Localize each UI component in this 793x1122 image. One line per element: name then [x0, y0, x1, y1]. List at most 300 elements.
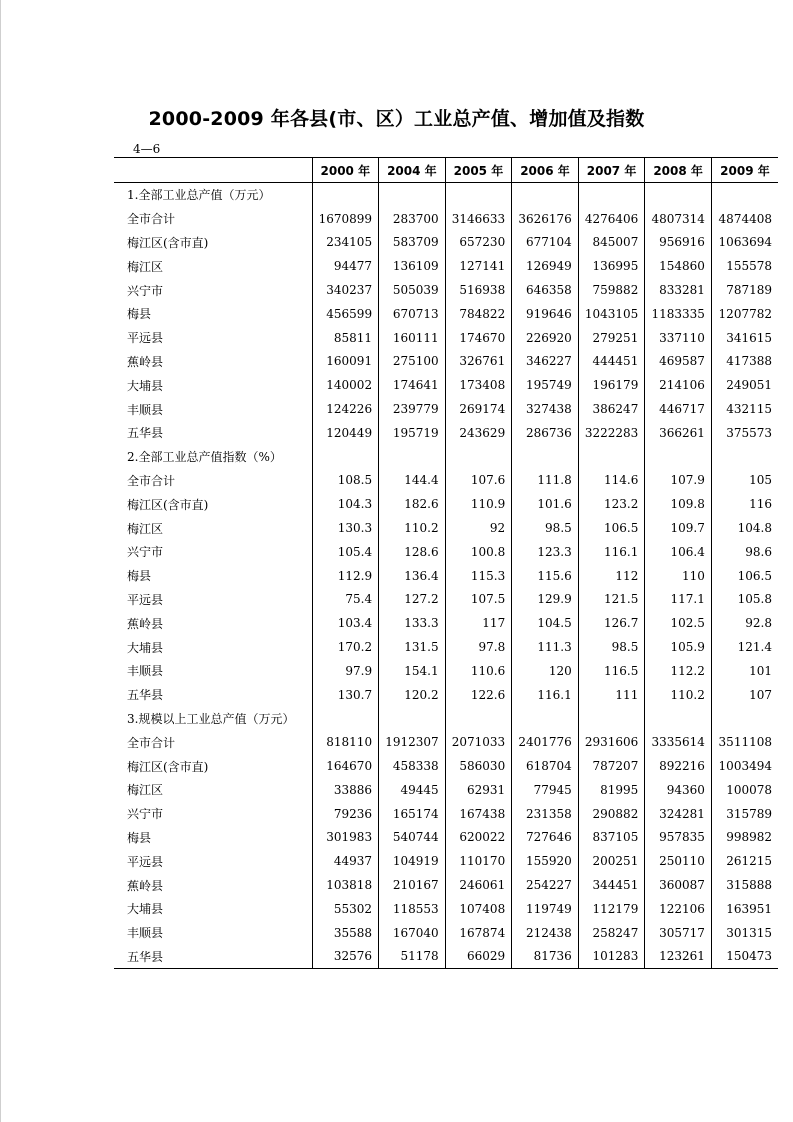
value-cell: 79236 — [312, 802, 379, 826]
value-cell: 340237 — [312, 278, 379, 302]
value-cell: 123.3 — [512, 540, 579, 564]
value-cell: 305717 — [645, 921, 712, 945]
value-cell: 112179 — [578, 897, 645, 921]
value-cell: 127141 — [445, 254, 512, 278]
table-row — [114, 659, 778, 683]
region-name: 梅江区(含市直) — [127, 497, 209, 512]
value-cell: 787207 — [578, 754, 645, 778]
value-cell: 957835 — [645, 826, 712, 850]
section-heading-row — [114, 707, 778, 731]
empty-cell — [312, 707, 379, 731]
value-cell: 119749 — [512, 897, 579, 921]
empty-cell — [445, 707, 512, 731]
value-cell: 122106 — [645, 897, 712, 921]
value-cell: 540744 — [379, 826, 446, 850]
value-cell: 246061 — [445, 873, 512, 897]
empty-cell — [578, 445, 645, 469]
value-cell: 657230 — [445, 231, 512, 255]
region-name: 梅江区(含市直) — [127, 235, 209, 250]
value-cell: 759882 — [578, 278, 645, 302]
value-cell: 117 — [445, 611, 512, 635]
region-name: 丰顺县 — [127, 664, 164, 679]
table-row — [114, 683, 778, 707]
value-cell: 456599 — [312, 302, 379, 326]
value-cell: 155920 — [512, 849, 579, 873]
value-cell: 200251 — [578, 849, 645, 873]
empty-cell — [578, 183, 645, 207]
value-cell: 116.1 — [512, 683, 579, 707]
value-cell: 586030 — [445, 754, 512, 778]
table-row — [114, 611, 778, 635]
value-cell: 126.7 — [578, 611, 645, 635]
value-cell: 62931 — [445, 778, 512, 802]
value-cell: 324281 — [645, 802, 712, 826]
table-row — [114, 849, 778, 873]
region-name: 全市合计 — [127, 212, 176, 227]
value-cell: 92.8 — [711, 611, 778, 635]
value-cell: 1183335 — [645, 302, 712, 326]
value-cell: 107.5 — [445, 588, 512, 612]
value-cell: 286736 — [512, 421, 579, 445]
value-cell: 818110 — [312, 730, 379, 754]
empty-cell — [512, 707, 579, 731]
value-cell: 1003494 — [711, 754, 778, 778]
value-cell: 2401776 — [512, 730, 579, 754]
value-cell: 133.3 — [379, 611, 446, 635]
year-header: 2005 年 — [445, 158, 512, 183]
empty-cell — [379, 183, 446, 207]
value-cell: 845007 — [578, 231, 645, 255]
value-cell: 327438 — [512, 397, 579, 421]
value-cell: 160091 — [312, 350, 379, 374]
value-cell: 136.4 — [379, 564, 446, 588]
table-row — [114, 397, 778, 421]
value-cell: 106.4 — [645, 540, 712, 564]
table-row — [114, 207, 778, 231]
empty-cell — [578, 707, 645, 731]
value-cell: 101.6 — [512, 492, 579, 516]
value-cell: 174641 — [379, 373, 446, 397]
value-cell: 646358 — [512, 278, 579, 302]
region-name: 大埔县 — [127, 902, 164, 917]
region-name: 梅县 — [127, 830, 152, 845]
value-cell: 516938 — [445, 278, 512, 302]
value-cell: 107408 — [445, 897, 512, 921]
value-cell: 116.1 — [578, 540, 645, 564]
value-cell: 154860 — [645, 254, 712, 278]
region-name: 五华县 — [127, 426, 164, 441]
value-cell: 111.3 — [512, 635, 579, 659]
value-cell: 446717 — [645, 397, 712, 421]
region-name: 梅江区 — [127, 259, 164, 274]
value-cell: 173408 — [445, 373, 512, 397]
value-cell: 110 — [645, 564, 712, 588]
value-cell: 107.9 — [645, 469, 712, 493]
year-header-row — [114, 158, 778, 183]
value-cell: 115.3 — [445, 564, 512, 588]
value-cell: 120 — [512, 659, 579, 683]
value-cell: 366261 — [645, 421, 712, 445]
value-cell: 94360 — [645, 778, 712, 802]
empty-cell — [645, 445, 712, 469]
value-cell: 261215 — [711, 849, 778, 873]
value-cell: 118553 — [379, 897, 446, 921]
row-label-header — [114, 158, 312, 183]
page-edge-line — [0, 0, 1, 1122]
value-cell: 618704 — [512, 754, 579, 778]
table-row — [114, 492, 778, 516]
value-cell: 92 — [445, 516, 512, 540]
region-name: 全市合计 — [127, 735, 176, 750]
region-name: 大埔县 — [127, 640, 164, 655]
value-cell: 160111 — [379, 326, 446, 350]
value-cell: 234105 — [312, 231, 379, 255]
value-cell: 249051 — [711, 373, 778, 397]
value-cell: 116 — [711, 492, 778, 516]
value-cell: 81995 — [578, 778, 645, 802]
value-cell: 892216 — [645, 754, 712, 778]
value-cell: 98.5 — [578, 635, 645, 659]
table-row — [114, 540, 778, 564]
value-cell: 727646 — [512, 826, 579, 850]
value-cell: 121.4 — [711, 635, 778, 659]
value-cell: 136995 — [578, 254, 645, 278]
value-cell: 81736 — [512, 945, 579, 969]
empty-cell — [512, 183, 579, 207]
region-name: 蕉岭县 — [127, 354, 164, 369]
value-cell: 210167 — [379, 873, 446, 897]
table-row — [114, 635, 778, 659]
table-row — [114, 873, 778, 897]
value-cell: 344451 — [578, 873, 645, 897]
value-cell: 165174 — [379, 802, 446, 826]
value-cell: 167438 — [445, 802, 512, 826]
value-cell: 346227 — [512, 350, 579, 374]
region-name: 梅江区 — [127, 783, 164, 798]
value-cell: 75.4 — [312, 588, 379, 612]
table-row — [114, 778, 778, 802]
value-cell: 122.6 — [445, 683, 512, 707]
value-cell: 375573 — [711, 421, 778, 445]
value-cell: 112.2 — [645, 659, 712, 683]
value-cell: 3335614 — [645, 730, 712, 754]
empty-cell — [711, 445, 778, 469]
year-header: 2007 年 — [578, 158, 645, 183]
value-cell: 154.1 — [379, 659, 446, 683]
value-cell: 417388 — [711, 350, 778, 374]
empty-cell — [312, 445, 379, 469]
region-name: 梅县 — [127, 307, 152, 322]
region-name: 梅县 — [127, 569, 152, 584]
value-cell: 85811 — [312, 326, 379, 350]
value-cell: 94477 — [312, 254, 379, 278]
value-cell: 106.5 — [711, 564, 778, 588]
value-cell: 108.5 — [312, 469, 379, 493]
value-cell: 195719 — [379, 421, 446, 445]
value-cell: 2071033 — [445, 730, 512, 754]
value-cell: 111 — [578, 683, 645, 707]
value-cell: 432115 — [711, 397, 778, 421]
empty-cell — [312, 183, 379, 207]
value-cell: 1063694 — [711, 231, 778, 255]
value-cell: 105.8 — [711, 588, 778, 612]
value-cell: 103818 — [312, 873, 379, 897]
industrial-output-table — [114, 157, 778, 969]
table-row — [114, 826, 778, 850]
value-cell: 112 — [578, 564, 645, 588]
value-cell: 114.6 — [578, 469, 645, 493]
value-cell: 164670 — [312, 754, 379, 778]
value-cell: 1912307 — [379, 730, 446, 754]
value-cell: 283700 — [379, 207, 446, 231]
year-header: 2004 年 — [379, 158, 446, 183]
value-cell: 116.5 — [578, 659, 645, 683]
value-cell: 144.4 — [379, 469, 446, 493]
value-cell: 212438 — [512, 921, 579, 945]
value-cell: 104919 — [379, 849, 446, 873]
value-cell: 77945 — [512, 778, 579, 802]
value-cell: 1670899 — [312, 207, 379, 231]
value-cell: 44937 — [312, 849, 379, 873]
value-cell: 3626176 — [512, 207, 579, 231]
empty-cell — [379, 707, 446, 731]
value-cell: 226920 — [512, 326, 579, 350]
value-cell: 998982 — [711, 826, 778, 850]
value-cell: 104.3 — [312, 492, 379, 516]
value-cell: 301315 — [711, 921, 778, 945]
empty-cell — [445, 445, 512, 469]
region-name: 丰顺县 — [127, 402, 164, 417]
value-cell: 150473 — [711, 945, 778, 969]
value-cell: 677104 — [512, 231, 579, 255]
table-row — [114, 945, 778, 969]
region-name: 梅江区(含市直) — [127, 759, 209, 774]
value-cell: 130.7 — [312, 683, 379, 707]
value-cell: 231358 — [512, 802, 579, 826]
table-row — [114, 897, 778, 921]
value-cell: 919646 — [512, 302, 579, 326]
value-cell: 326761 — [445, 350, 512, 374]
value-cell: 670713 — [379, 302, 446, 326]
value-cell: 66029 — [445, 945, 512, 969]
value-cell: 170.2 — [312, 635, 379, 659]
value-cell: 115.6 — [512, 564, 579, 588]
value-cell: 131.5 — [379, 635, 446, 659]
value-cell: 254227 — [512, 873, 579, 897]
section-heading: 1.全部工业总产值（万元） — [127, 188, 271, 203]
value-cell: 106.5 — [578, 516, 645, 540]
value-cell: 258247 — [578, 921, 645, 945]
value-cell: 111.8 — [512, 469, 579, 493]
value-cell: 1207782 — [711, 302, 778, 326]
value-cell: 104.5 — [512, 611, 579, 635]
value-cell: 243629 — [445, 421, 512, 445]
empty-cell — [379, 445, 446, 469]
value-cell: 444451 — [578, 350, 645, 374]
empty-cell — [645, 707, 712, 731]
value-cell: 386247 — [578, 397, 645, 421]
table-row — [114, 373, 778, 397]
value-cell: 97.8 — [445, 635, 512, 659]
value-cell: 110.2 — [645, 683, 712, 707]
empty-cell — [512, 445, 579, 469]
empty-cell — [445, 183, 512, 207]
region-name: 蕉岭县 — [127, 878, 164, 893]
value-cell: 120.2 — [379, 683, 446, 707]
value-cell: 163951 — [711, 897, 778, 921]
year-header: 2008 年 — [645, 158, 712, 183]
value-cell: 620022 — [445, 826, 512, 850]
value-cell: 239779 — [379, 397, 446, 421]
value-cell: 109.8 — [645, 492, 712, 516]
region-name: 五华县 — [127, 688, 164, 703]
section-heading-row — [114, 445, 778, 469]
value-cell: 110.6 — [445, 659, 512, 683]
value-cell: 250110 — [645, 849, 712, 873]
value-cell: 55302 — [312, 897, 379, 921]
table-row — [114, 350, 778, 374]
value-cell: 301983 — [312, 826, 379, 850]
region-name: 全市合计 — [127, 473, 176, 488]
value-cell: 837105 — [578, 826, 645, 850]
value-cell: 110.2 — [379, 516, 446, 540]
year-header: 2009 年 — [711, 158, 778, 183]
value-cell: 269174 — [445, 397, 512, 421]
value-cell: 101283 — [578, 945, 645, 969]
table-row — [114, 302, 778, 326]
year-header: 2006 年 — [512, 158, 579, 183]
value-cell: 1043105 — [578, 302, 645, 326]
table-row — [114, 754, 778, 778]
region-name: 平远县 — [127, 854, 164, 869]
value-cell: 97.9 — [312, 659, 379, 683]
table-row — [114, 254, 778, 278]
region-name: 五华县 — [114, 945, 312, 969]
value-cell: 105.9 — [645, 635, 712, 659]
value-cell: 505039 — [379, 278, 446, 302]
table-row — [114, 421, 778, 445]
value-cell: 105.4 — [312, 540, 379, 564]
value-cell: 35588 — [312, 921, 379, 945]
section-heading: 3.规模以上工业总产值（万元） — [127, 711, 295, 726]
value-cell: 469587 — [645, 350, 712, 374]
value-cell: 100.8 — [445, 540, 512, 564]
value-cell: 100078 — [711, 778, 778, 802]
value-cell: 33886 — [312, 778, 379, 802]
region-name: 梅江区 — [127, 521, 164, 536]
value-cell: 315789 — [711, 802, 778, 826]
value-cell: 101 — [711, 659, 778, 683]
value-cell: 4874408 — [711, 207, 778, 231]
value-cell: 123.2 — [578, 492, 645, 516]
value-cell: 2931606 — [578, 730, 645, 754]
section-heading-row — [114, 183, 778, 207]
value-cell: 784822 — [445, 302, 512, 326]
table-row — [114, 278, 778, 302]
table-row — [114, 516, 778, 540]
value-cell: 140002 — [312, 373, 379, 397]
value-cell: 167874 — [445, 921, 512, 945]
value-cell: 3222283 — [578, 421, 645, 445]
value-cell: 130.3 — [312, 516, 379, 540]
table-row — [114, 730, 778, 754]
value-cell: 110170 — [445, 849, 512, 873]
value-cell: 833281 — [645, 278, 712, 302]
value-cell: 196179 — [578, 373, 645, 397]
year-header: 2000 年 — [312, 158, 379, 183]
table-row — [114, 921, 778, 945]
value-cell: 341615 — [711, 326, 778, 350]
value-cell: 787189 — [711, 278, 778, 302]
table-number: 4—6 — [133, 142, 161, 156]
value-cell: 32576 — [312, 945, 379, 969]
value-cell: 458338 — [379, 754, 446, 778]
region-name: 兴宁市 — [127, 807, 164, 822]
value-cell: 167040 — [379, 921, 446, 945]
value-cell: 136109 — [379, 254, 446, 278]
value-cell: 4276406 — [578, 207, 645, 231]
value-cell: 279251 — [578, 326, 645, 350]
section-heading: 2.全部工业总产值指数（%） — [127, 450, 282, 465]
empty-cell — [711, 707, 778, 731]
value-cell: 360087 — [645, 873, 712, 897]
value-cell: 128.6 — [379, 540, 446, 564]
value-cell: 110.9 — [445, 492, 512, 516]
value-cell: 51178 — [379, 945, 446, 969]
value-cell: 109.7 — [645, 516, 712, 540]
value-cell: 214106 — [645, 373, 712, 397]
value-cell: 105 — [711, 469, 778, 493]
region-name: 平远县 — [127, 592, 164, 607]
empty-cell — [645, 183, 712, 207]
value-cell: 127.2 — [379, 588, 446, 612]
value-cell: 174670 — [445, 326, 512, 350]
value-cell: 121.5 — [578, 588, 645, 612]
region-name: 丰顺县 — [127, 926, 164, 941]
table-row — [114, 802, 778, 826]
value-cell: 3511108 — [711, 730, 778, 754]
region-name: 平远县 — [127, 331, 164, 346]
value-cell: 182.6 — [379, 492, 446, 516]
value-cell: 49445 — [379, 778, 446, 802]
value-cell: 103.4 — [312, 611, 379, 635]
region-name: 兴宁市 — [127, 545, 164, 560]
document-title: 2000-2009 年各县(市、区）工业总产值、增加值及指数 — [148, 108, 645, 130]
value-cell: 195749 — [512, 373, 579, 397]
value-cell: 126949 — [512, 254, 579, 278]
value-cell: 583709 — [379, 231, 446, 255]
value-cell: 337110 — [645, 326, 712, 350]
table-row — [114, 326, 778, 350]
table-row — [114, 588, 778, 612]
table-row — [114, 564, 778, 588]
value-cell: 98.6 — [711, 540, 778, 564]
value-cell: 315888 — [711, 873, 778, 897]
value-cell: 107.6 — [445, 469, 512, 493]
value-cell: 4807314 — [645, 207, 712, 231]
value-cell: 275100 — [379, 350, 446, 374]
table-row — [114, 469, 778, 493]
value-cell: 3146633 — [445, 207, 512, 231]
region-name: 兴宁市 — [127, 283, 164, 298]
value-cell: 290882 — [578, 802, 645, 826]
empty-cell — [711, 183, 778, 207]
value-cell: 98.5 — [512, 516, 579, 540]
value-cell: 102.5 — [645, 611, 712, 635]
table-row — [114, 231, 778, 255]
region-name: 大埔县 — [127, 378, 164, 393]
value-cell: 956916 — [645, 231, 712, 255]
